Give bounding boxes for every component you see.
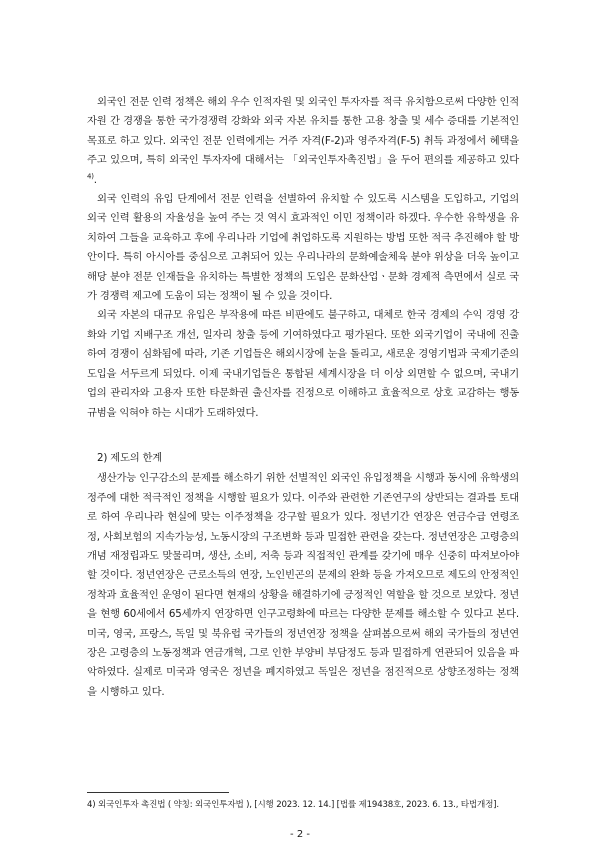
paragraph-2: 외국 인력의 유입 단계에서 전문 인력을 선별하여 유치할 수 있도록 시스템을 도입하고, 기업의 외국 인력 활용의 자율성을 높여 주는 것 역시 효과적인 이민 정책이라 하겠다. 우수한 유학생을 유치하여 그들을 교육하고 후에 우리나라 기업에 취업하도록 지원하는 방법 또한 적극 추진해야 할 방안이다. 특히 아시아를 중심으로 고취되어 있는 우리나라의 문화예술체육 분야 위상을 더욱 높이고 해당 분야 전문 인재들을 유치하는 특별한 정책의 도입은 문화산업ㆍ문화 경제적 측면에서 실로 국가 경쟁력 제고에 도움이 되는 정책이 될 수 있을 것이다.	[87, 193, 519, 303]
page-number: - 2 -	[290, 829, 310, 840]
footnote-reference[interactable]: 4)	[87, 172, 94, 181]
body-section-2	[87, 449, 519, 702]
paragraph-4: 생산가능 인구감소의 문제를 해소하기 위한 선별적인 외국인 유입정책을 시행과 동시에 유학생의 정주에 대한 적극적인 정책을 시행할 필요가 있다. 이주와 관련한 기존연구의 상반되는 결과를 토대로 하여 우리나라 현실에 맞는 이주정책을 강구할 필요가 있다. 정년기간 연장은 연금수급 연령조정, 사회보험의 지속가능성, 노동시장의 구조변화 등과 밀접한 관련을 갖는다. 정년연장은 고령층의 개념 재정립과도 맞물리며, 생산, 소비, 저축 등과 직접적인 관계를 갖기에 매우 신중히 따져보아야 할 것이다. 정년연장은 근로소득의 연장, 노인빈곤의 문제의 완화 등을 가져오므로 제도의 안정적인 정착과 효율적인 운영이 된다면 현재의 상황을 해결하기에 긍정적인 역할을 할 것으로 보았다. 정년을 현행 60세에서 65세까지 연장하면 인구고령화에 따르는 다양한 문제를 해소할 수 있다고 본다. 미국, 영국, 프랑스, 독일 및 북유럽 국가들의 정년연장 정책을 살펴봄으로써 해외 국가들의 정년연장은 고령층의 노동정책과 연금개혁, 그로 인한 부양비 부담정도 등과 밀접하게 연관되어 있음을 파악하였다. 실제로 미국과 영국은 정년을 폐지하였고 독일은 정년을 점진적으로 상향조정하는 정책을 시행하고 있다.	[87, 472, 519, 698]
body-section-1	[87, 93, 519, 423]
paragraph-1-text: 외국인 전문 인력 정책은 해외 우수 인적자원 및 외국인 투자자를 적극 유치함으로써 다양한 인적 자원 간 경쟁을 통한 국가경쟁력 강화와 외국 자본 유치를 통한 고용 창출 및 세수 증대를 기본적인 목표로 하고 있다. 외국인 전문 인력에게는 거주 자격(F-2)과 영주자격(F-5) 취득 과정에서 혜택을 주고 있으며, 특히 외국인 투자자에 대해서는 「외국인투자촉진법」을 두어 편의를 제공하고 있다	[87, 96, 519, 167]
footnote-divider	[87, 792, 229, 793]
paragraph-1: 외국인 전문 인력 정책은 해외 우수 인적자원 및 외국인 투자자를 적극 유치함으로써 다양한 인적 자원 간 경쟁을 통한 국가경쟁력 강화와 외국 자본 유치를 통한 고용 창출 및 세수 증대를 기본적인 목표로 하고 있다. 외국인 전문 인력에게는 거주 자격(F-2)과 영주자격(F-5) 취득 과정에서 혜택을 주고 있으며, 특히 외국인 투자자에 대해서는 「외국인투자촉진법」을 두어 편의를 제공하고 있다$^{4)}$.	[87, 96, 519, 186]
footnote: 4) 외국인투자 촉진법 ( 약칭: 외국인투자법 ), [시행 2023. 12. 14.] [법률 제19438호, 2023. 6. 13., 타법개정].	[87, 800, 499, 810]
paragraph-3: 외국 자본의 대규모 유입은 부작용에 따른 비판에도 불구하고, 대체로 한국 경제의 수익 경영 강화와 기업 지배구조 개선, 일자리 창출 등에 기여하였다고 평가된다. 또한 외국기업이 국내에 진출하여 경쟁이 심화됨에 따라, 기존 기업들은 해외시장에 눈을 돌리고, 새로운 경영기법과 국제기준의 도입을 서두르게 되었다. 이제 국내기업들은 통합된 세계시장을 더 이상 외면할 수 없으며, 국내기업의 관리자와 고용자 또한 타문화권 출신자를 진정으로 이해하고 효율적으로 상호 교감하는 행동규범을 익혀야 하는 시대가 도래하였다.	[87, 309, 519, 419]
section-heading: 2) 제도의 한계	[97, 452, 163, 464]
